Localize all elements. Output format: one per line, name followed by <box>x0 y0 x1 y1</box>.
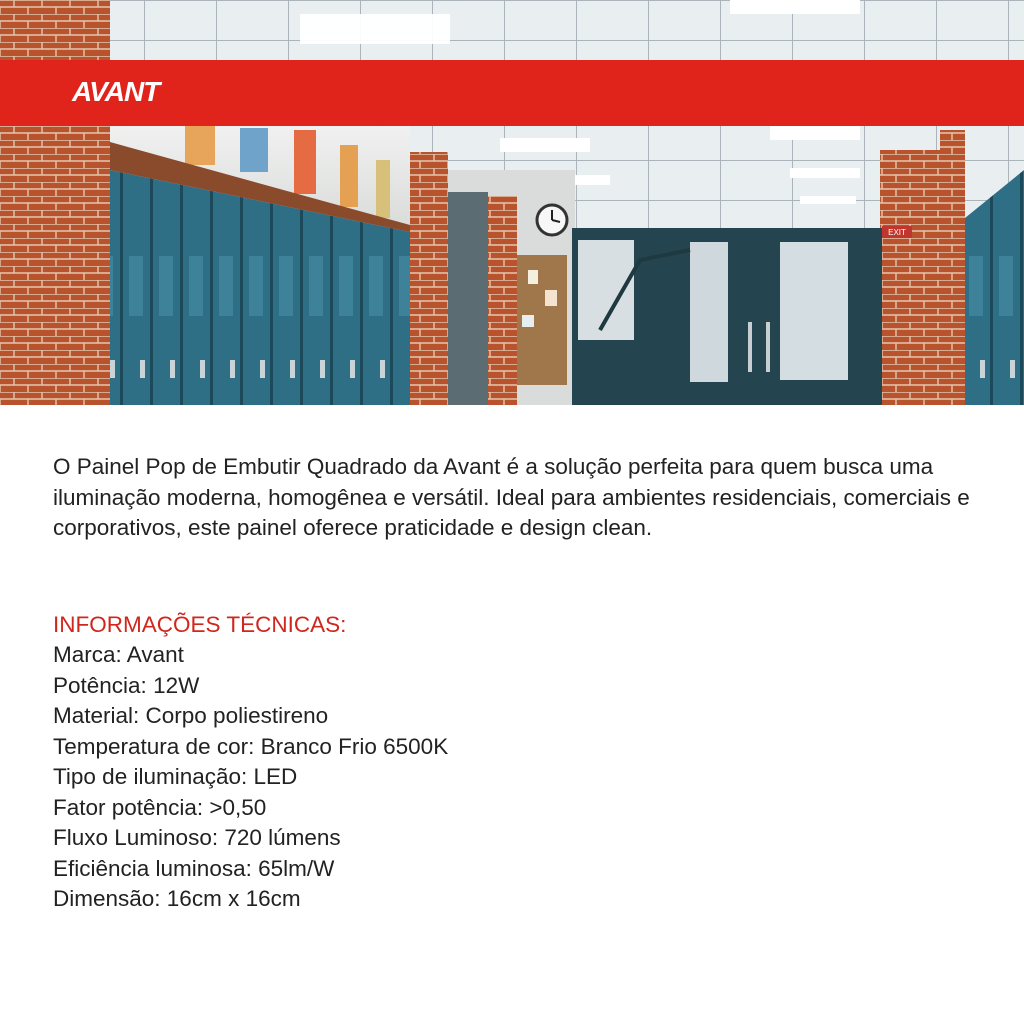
spec-item-power-factor: Fator potência: >0,50 <box>53 794 267 820</box>
spec-item-power: Potência: 12W <box>53 672 200 698</box>
spec-item-dimension: Dimensão: 16cm x 16cm <box>53 886 301 911</box>
spec-item-brand: Marca: Avant <box>53 642 184 667</box>
spec-list <box>53 640 973 915</box>
spec-item-lighting-type: Tipo de iluminação: LED <box>53 764 298 789</box>
product-description: O Painel Pop de Embutir Quadrado da Avant é a solução perfeita para quem busca uma iluminação moderna, homogênea e versátil. Ideal para ambientes residenciais, comerciais e corporativos, este painel oferece praticidade e design clean. <box>53 454 970 540</box>
brand-banner <box>0 60 1024 126</box>
exit-sign: EXIT <box>888 228 906 237</box>
avant-logo: AVANT <box>72 76 160 107</box>
spec-item-material: Material: Corpo poliestireno <box>53 703 329 728</box>
product-content <box>53 452 973 915</box>
spec-item-efficiency: Eficiência luminosa: 65lm/W <box>53 855 335 881</box>
technical-info-title: INFORMAÇÕES TÉCNICAS: <box>53 611 347 637</box>
spec-item-color-temperature: Temperatura de cor: Branco Frio 6500K <box>53 733 449 759</box>
spec-item-luminous-flux: Fluxo Luminoso: 720 lúmens <box>53 825 341 850</box>
